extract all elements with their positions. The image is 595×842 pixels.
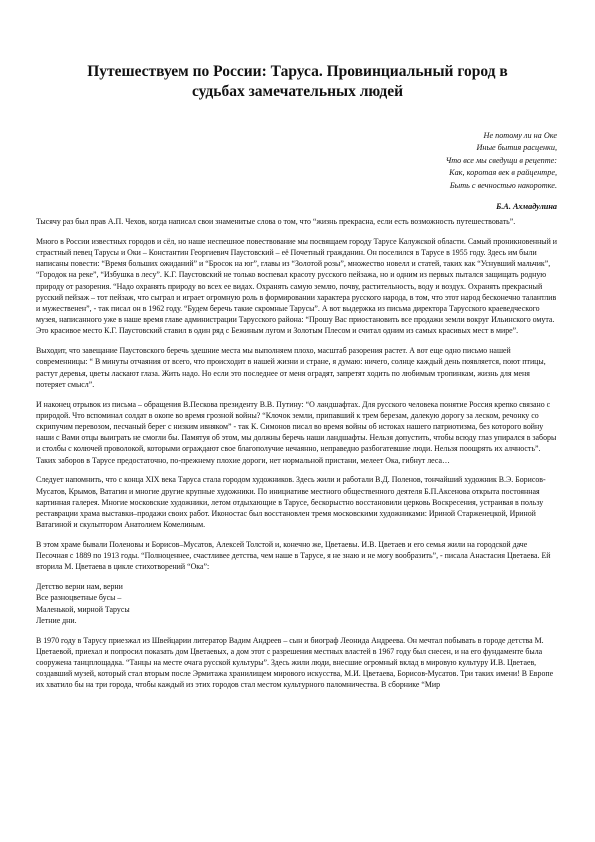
- epigraph-author: Б.А. Ахмадулина: [496, 202, 557, 212]
- paragraph-letter: Выходит, что завещание Паустовского беречь здешние места мы выполняем плохо, масштаб разорения растет. А вот еще одно письмо нашей современницы: “ В минуты отчаяния от всего, что происходит в нашей жизни и стране, я думаю: ничего, солнце каждый день появляется, поют птицы, растут деревья, цветы ласкают глаза. Жить надо. Но если это последнее от меня оградят, запретят ходить по любимым тропинкам, жизнь для меня потеряет смысл”.: [36, 346, 546, 389]
- paragraph-artists: Следует напомнить, что с конца XIX века Таруса стала городом художников. Здесь жили и работали В.Д. Поленов, тончайший художник В.Э. Борисов-Мусатов, Крымов, Ватагин и многие другие крупные художники. По инициативе местного общественного деятеля Б.П.Аксенова открыта постоянная картинная галерея. Многие московские художники, летом отдыхающие в Тарусе, бескорыстно восстановили церковь Воскресения, устраивая в пользу реставрации храма выставки–продажи своих работ. Иконостас был восстановлен тремя московскими художниками: Ириной Старженецкой, Ириной Ватагиной и скульптором Анатолием Комелиным.: [36, 475, 546, 530]
- paragraph-peskov: И наконец отрывок из письма – обращения В.Пескова президенту В.В. Путину: “О ландшафтах. Для русского человека понятие Россия крепко связано с природой. Что вспоминал солдат в окопе во время грозной войны? “Клочок земли, припавший к трем березам, далекую дорогу за леском, речонку со скрипучим перевозом, песчаный берег с низким ивняком” - так К. Симонов писал во время войны об истоках нашего патриотизма, без которого войну наши с Вами отцы выиграть не смогли бы. Памятуя об этом, мы должны беречь наши ландшафты. Нельзя допустить, чтобы всюду глаз упирался в заборы и столбы с колючей проволокой, которыми ограждают свое благополучие нечаянно, неправедно разбогатевшие люди. Нельзя поощрять их алчность”. Таких заборов в Тарусе предостаточно, по-прежнему плохие дороги, нет нормальной пристани, мелеет Ока, гибнут леса…: [36, 399, 557, 465]
- epigraph: [297, 130, 557, 213]
- paragraph-paustovsky: Много в России известных городов и сёл, но наше неспешное повествование мы посвящаем городу Тарусе Калужской области. Самый проникновенный и страстный певец Тарусы и Оки – Константин Георгиевич Паустовский – её Почетный гражданин. Он поселился в Тарусе в 1955 году. Здесь им были написаны повести: “Время больших ожиданий” и “Бросок на юг”, главы из “Золотой розы”, множество новелл и статей, таких как “Уснувший мальчик”, “Городок на реке”, “Избушка в лесу”. К.Г. Паустовский не только воспевал красоту русского пейзажа, но и одним из первых пытался защищать родную природу от разорения. “Надо охранять природу во всех ее видах. Охранять самую землю, почву, растительность, воду и воздух. Охранять прекрасный русский пейзаж – тот пейзаж, что сыграл и играет огромную роль в формировании характера русского народа, в том, что этот народ бесконечно талантлив и мужественен”, - так писал он в 1962 году. “Будем беречь такие скромные Тарусы”. А вот выдержка из письма директора Тарусского краеведческого музея, написанного уже в наше время главе администрации Тарусского района: “Прошу Вас приостановить все продажи земли вокруг Ильинского омута. Это красивое место К.Г. Паустовский ставил в один ряд с Бежиным лугом и Золотым Плесом и считал одним из самых красивых мест в мире”.: [36, 236, 558, 336]
- poem-oka: [36, 581, 559, 626]
- paragraph-tsvetaevs: В этом храме бывали Поленовы и Борисов–Мусатов, Алексей Толстой и, конечно же, Цветаевы. И.В. Цветаев и его семья жили на городской даче Песочная с 1889 по 1913 годы. “Полноценнее, счастливее детства, чем наше в Тарусе, я не знаю и не могу вообразить”, - писала Анастасия Цветаева. Ей вторила М. Цветаева в цикле стихотворений “Ока”:: [36, 540, 551, 572]
- epigraph-line: Иные бытия расценки,: [476, 143, 557, 153]
- epigraph-line: Не потому ли на Оке: [483, 131, 557, 140]
- paragraph-chekhov: Тысячу раз был прав А.П. Чехов, когда написал свои знаменитые слова о том, что “жизнь прекрасна, если есть возможность путешествовать”.: [36, 217, 516, 226]
- poem-line: Летние дни.: [36, 615, 77, 625]
- epigraph-line: Что все мы сведущи в рецепте:: [445, 155, 557, 165]
- epigraph-line: Быть с вечностью накоротке.: [449, 180, 557, 190]
- poem-line: Маленькой, мирной Тарусы: [36, 604, 130, 614]
- paragraph-andreev: В 1970 году в Тарусу приезжал из Швейцарии литератор Вадим Андреев – сын и биограф Леонида Андреева. Он мечтал побывать в городе детства М. Цветаевой, приехал и попросил показать дом Цветаевых, а дом этот с разрешения местных властей в 1967 году был снесен, и на его фундаменте была сооружена танцплощадка. “Танцы на месте очага русской культуры”. Здесь жили люди, внесшие огромный вклад в мировую культуру И.В. Цветаев, создавший музей, который стал вторым после Эрмитажа хранилищем мирового искусства, М.И. Цветаева, Борисов-Мусатов. Три таких имени! В Европе их хватило бы на три города, чтобы каждый из этих городов стал местом культурного паломничества. В сборнике “Мир: [36, 635, 554, 690]
- page-title: Путешествуем по России: Таруса. Провинциальный город в судьбах замечательных людей: [87, 63, 508, 101]
- article-body: [36, 216, 559, 699]
- poem-line: Детство верни нам, верни: [36, 582, 123, 592]
- epigraph-line: Как, коротая век в райцентре,: [449, 168, 557, 178]
- poem-line: Все разноцветные бусы –: [36, 593, 122, 603]
